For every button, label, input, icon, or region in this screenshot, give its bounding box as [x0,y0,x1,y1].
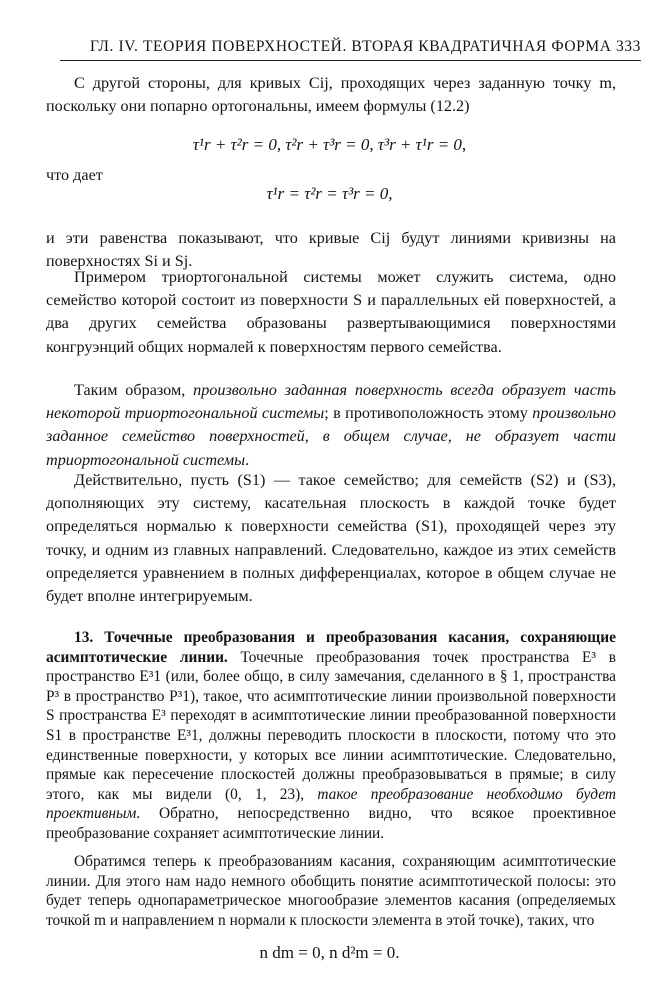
paragraph-5: Действительно, пусть (S1) — такое семейство; для семейств (S2) и (S3), дополняющих эту систему, касательная плоскость в каждой точке будет определяться нормалью к поверхности семейства (S1), проходящей через эту точку, и одним из главных направлений. Следовательно, каждое из этих семейств определяется уравнением в полных дифференциалах, которое в общем случае не будет вполне интегрируемым. [46,471,616,606]
p6-text-a: Точечные преобразования точек пространства E³ в пространство E³1 (или, более общо, в силу замечания, сделанного в § 1, пространства P³ в пространство P³1), такое, что асимптотические линии произвольной поверхности S пространства E³ переходят в асимптотические линии преобразованной поверхности S1 в пространстве E³1, должны переводить плоскости в плоскости, потому что это единственные поверхности, у которых все линии асимптотические. Следовательно, прямые как пересечение плоскостей должны преобразовываться в прямые; в силу этого, как мы видели (0, 1, 23), [46,648,617,803]
paragraph-7: Обратимся теперь к преобразованиям касания, сохраняющим асимптотические линии. Для этого нам надо немного обобщить понятие асимптотической полосы: это будет теперь однопараметрическое многообразие элементов касания (определяемых точкой m и направлением n нормали к плоскости элемента в этой точке), таких, что [46,853,616,929]
p4-lead: Таким образом, [74,381,194,399]
p4-end: . [245,450,250,469]
formula-3: n dm = 0, n d²m = 0. [259,943,400,962]
paragraph-3: Примером триортогональной системы может служить система, одно семейство которой состоит из поверхности S и параллельных ей поверхностей, а два других семейства образованы развертывающимися поверхностями конгруэнций общих нормалей к поверхностям первого семейства. [46,268,616,356]
running-header [60,36,641,61]
section-heading: 13. Точечные преобразования и преобразования касания, сохраняющие асимптотические линии. [46,629,616,666]
p6-text-b: . Обратно, непосредственно видно, что всякое проективное преобразование сохраняет асимптотические линии. [46,805,616,842]
p6-italic: такое преобразование необходимо будет проективным [46,785,616,823]
p4-italic-2: произвольно заданное семейство поверхностей, в общем случае, не образует части триортогональной системы [46,404,616,469]
formula-2: τ¹r = τ²r = τ³r = 0, [266,184,393,203]
p4-italic-1: произвольно заданная поверхность всегда образует часть некоторой триортогональной системы [46,381,616,423]
page-number: 333 [615,38,641,55]
running-title: ГЛ. IV. ТЕОРИЯ ПОВЕРХНОСТЕЙ. ВТОРАЯ КВАДРАТИЧНАЯ ФОРМА [90,38,612,55]
paragraph-2: и эти равенства показывают, что кривые Cij будут линиями кривизны на поверхностях Si и Sj. [46,229,616,271]
formula-1: τ¹r + τ²r = 0, τ²r + τ³r = 0, τ³r + τ¹r = 0, [192,135,467,154]
p4-mid: ; в противоположность этому [324,404,533,423]
gives-label: что дает [46,166,103,184]
paragraph-6 [46,628,616,844]
paragraph-1: С другой стороны, для кривых Cij, проходящих через заданную точку m, поскольку они попарно ортогональны, имеем формулы (12.2) [46,74,616,116]
paragraph-4 [46,379,616,472]
